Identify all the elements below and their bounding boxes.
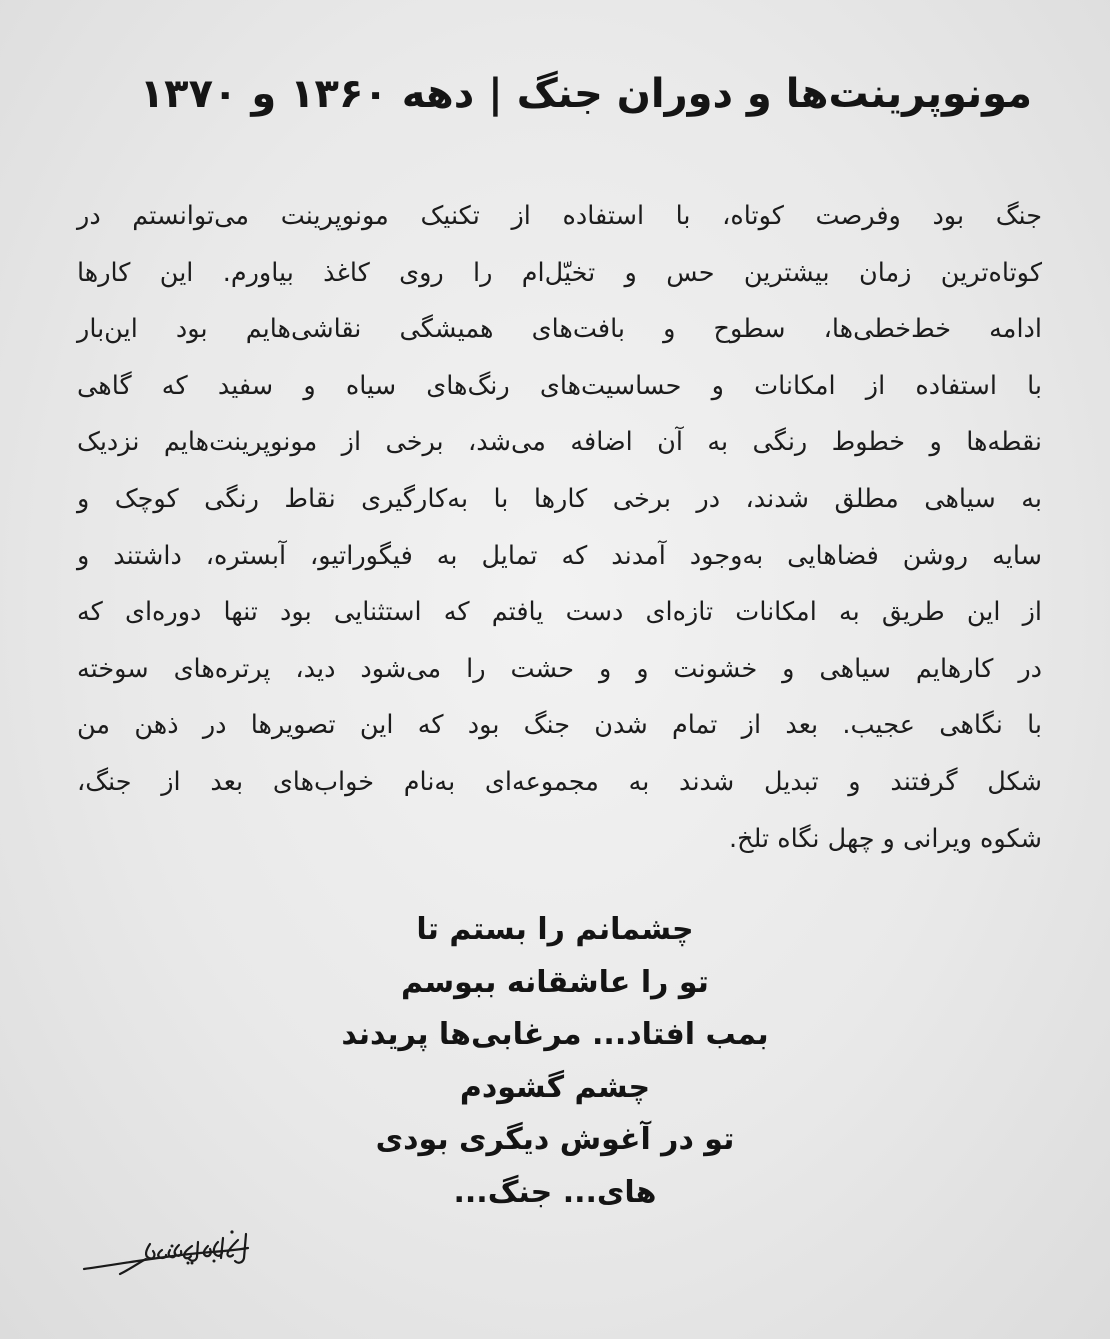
paragraph-line: کوتاه‌ترین زمان بیشترین حس و تخیّل‌ام را روی کاغذ بیاورم. این کارها <box>77 257 1042 288</box>
paragraph-line: با نگاهی عجیب. بعد از تمام شدن جنگ بود که این تصویرها در ذهن من <box>77 710 1042 741</box>
paragraph-line: در کارهایم سیاهی و خشونت و و حشت را می‌شود دید، پرتره‌های سوخته <box>77 653 1042 684</box>
poem-line: چشمانم را بستم تا <box>416 912 694 947</box>
paragraph-line: جنگ بود وفرصت کوتاه، با استفاده از تکنیک مونوپرینت می‌توانستم در <box>77 201 1042 231</box>
paragraph-line: نقطه‌ها و خطوط رنگی به آن اضافه می‌شد، برخی از مونوپرینت‌هایم نزدیک <box>77 427 1042 458</box>
paragraph-line: شکوه ویرانی و چهل نگاه تلخ. <box>729 823 1042 854</box>
paragraph-line: با استفاده از امکانات و حساسیت‌های رنگ‌های سیاه و سفید که گاهی <box>77 370 1042 401</box>
body-paragraph <box>77 188 1042 867</box>
signature <box>80 1228 255 1278</box>
page-title: مونوپرینت‌ها و دوران جنگ | دهه ۱۳۶۰ و ۱۳۷۰ <box>139 71 1032 117</box>
paragraph-line: از این طریق به امکانات تازه‌ای دست یافتم که استثنایی بود تنها دوره‌ای که <box>77 597 1042 628</box>
poem <box>0 904 1110 1219</box>
poem-line: چشم گشودم <box>459 1069 651 1105</box>
poem-line: های... جنگ... <box>453 1174 657 1210</box>
paragraph-line: سایه روشن فضاهایی به‌وجود آمدند که تمایل به فیگوراتیو، آبستره، داشتند و <box>77 540 1042 571</box>
paragraph-line: شکل گرفتند و تبدیل شدند به مجموعه‌ای به‌نام خواب‌های بعد از جنگ، <box>77 766 1042 797</box>
poem-line: تو در آغوش دیگری بودی <box>375 1122 735 1157</box>
poem-line: بمب افتاد... مرغابی‌ها پریدند <box>341 1017 769 1052</box>
paragraph-line: به سیاهی مطلق شدند، در برخی کارها با به‌کارگیری نقاط رنگی کوچک و <box>77 483 1042 514</box>
poem-line: تو را عاشقانه ببوسم <box>401 964 709 1000</box>
paragraph-line: ادامه خط‌خطی‌ها، سطوح و بافت‌های همیشگی نقاشی‌هایم بود این‌بار <box>77 314 1042 345</box>
